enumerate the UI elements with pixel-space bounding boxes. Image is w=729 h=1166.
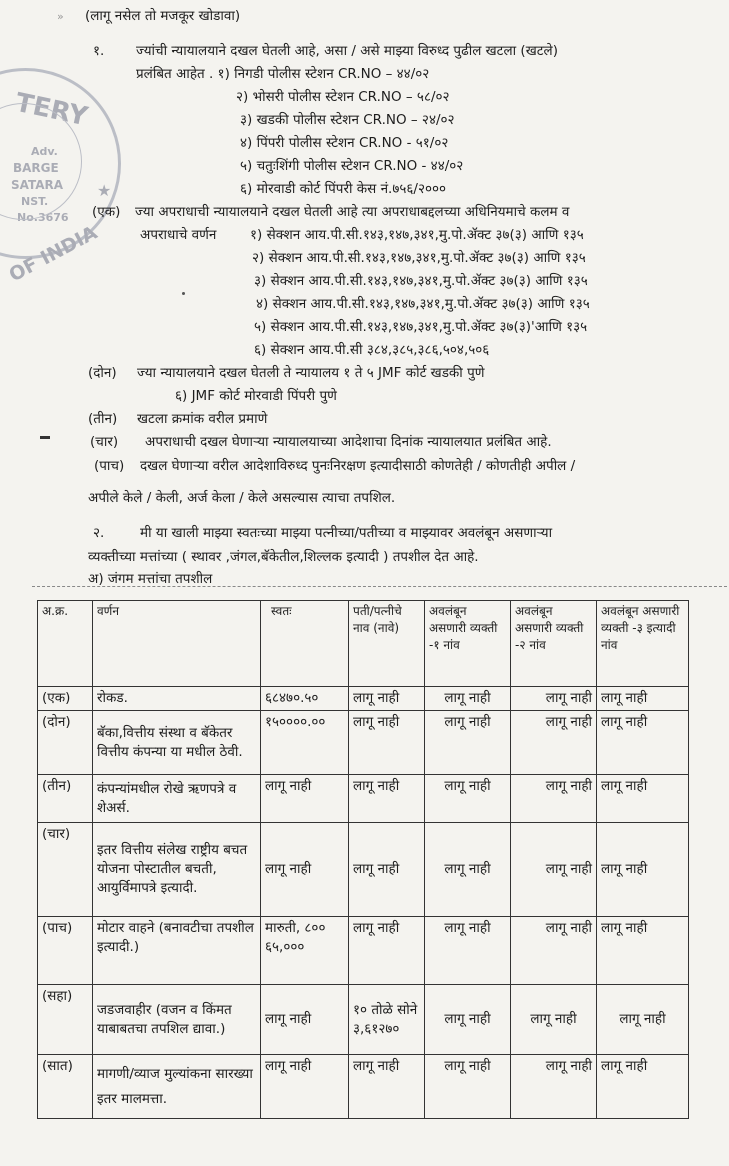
ipc-section-item: २) सेक्शन आय.पी.सी.१४३,१४७,३४१,मु.पो.ॲक्ट ३७(३) आणि १३५ [252,250,586,266]
item-ek-line-2: अपराधाचे वर्णन [140,227,217,243]
cell-self: लागू नाही [261,1055,349,1119]
cell-dependent-3: लागू नाही [597,775,689,823]
cell-self: मारुती, ८०० ६५,००० [261,917,349,985]
ink-dot [182,292,185,295]
stamp-text-6: No.3676 [17,211,69,224]
item-char-label: (चार) [90,434,119,450]
column-header: वर्णन [93,601,261,687]
section-2-line-1: मी या खाली माझ्या स्वतःच्या माझ्या पत्नीच्या/पतीच्या व माझ्यावर अवलंबून असणाऱ्या [140,525,553,541]
margin-dash-mark [40,436,50,439]
cell-dependent-2: लागू नाही [511,711,597,775]
cell-dependent-2: लागू नाही [511,917,597,985]
item-teen-label: (तीन) [88,411,118,427]
item-ek-line-1: ज्या अपराधाची न्यायालयाने दखल घेतली आहे त्या अपराधाबद्दलच्या अधिनियमाचे कलम व [135,204,570,220]
cell-self: १५००००.०० [261,711,349,775]
cell-dependent-1: लागू नाही [425,711,511,775]
table-row [38,711,689,775]
cell-spouse: लागू नाही [349,1055,425,1119]
case-item: ४) पिंपरी पोलीस स्टेशन CR.NO - ५१/०२ [240,135,449,151]
section-1-line-1: ज्यांची न्यायालयाने दखल घेतली आहे, असा / असे माझ्या विरुध्द पुढील खटला (खटले) [136,43,558,59]
table-row [38,1055,689,1119]
item-ek-label: (एक) [92,204,121,220]
table-row [38,687,689,711]
cell-dependent-3: लागू नाही [597,985,689,1055]
row-description: मोटार वाहने (बनावटीचा तपशील इत्यादी.) [93,917,261,985]
cell-self: लागू नाही [261,823,349,917]
item-don-label: (दोन) [88,365,117,381]
cell-dependent-3: लागू नाही [597,687,689,711]
cell-dependent-1: लागू नाही [425,1055,511,1119]
section-2-line-3: अ) जंगम मत्तांचा तपशील [88,571,213,587]
row-number: (सात) [38,1055,93,1119]
section-1-line-2: प्रलंबित आहेत . १) निगडी पोलीस स्टेशन CR.NO – ४४/०२ [136,66,430,82]
case-item: ५) चतुःशिंगी पोलीस स्टेशन CR.NO - ४४/०२ [240,158,464,174]
cell-dependent-3: लागू नाही [597,917,689,985]
cell-spouse: लागू नाही [349,823,425,917]
stamp-text-1: TERY [12,87,91,133]
cell-dependent-1: लागू नाही [425,823,511,917]
cell-spouse: १० तोळे सोने ३,६१२७० [349,985,425,1055]
row-number: (तीन) [38,775,93,823]
cell-self: लागू नाही [261,985,349,1055]
cell-dependent-3: लागू नाही [597,1055,689,1119]
table-row [38,985,689,1055]
cell-dependent-2: लागू नाही [511,985,597,1055]
top-note: (लागू नसेल तो मजकूर खोडावा) [85,8,241,24]
column-header: अवलंबून असणारी व्यक्ती -३ इत्यादी नांव [597,601,689,687]
row-description: बॅका,वित्तीय संस्था व बॅकेतर वित्तीय कंपन्या या मधील ठेवी. [93,711,261,775]
row-number: (दोन) [38,711,93,775]
cell-spouse: लागू नाही [349,711,425,775]
stamp-text-4: SATARA [11,178,64,192]
case-item: ३) खडकी पोलीस स्टेशन CR.NO – २४/०२ [240,112,455,128]
item-don-line-1: ज्या न्यायालयाने दखल घेतली ते न्यायालय १ ते ५ JMF कोर्ट खडकी पुणे [137,365,485,381]
section-2-line-2: व्यक्तीच्या मत्तांच्या ( स्थावर ,जंगल,बॅकेतील,शिल्लक इत्यादी ) तपशील देत आहे. [88,549,479,565]
cell-dependent-1: लागू नाही [425,775,511,823]
table-row [38,917,689,985]
cell-self: ६८४७०.५० [261,687,349,711]
row-number: (पाच) [38,917,93,985]
dashed-separator [32,586,729,587]
ipc-section-item: ३) सेक्शन आय.पी.सी.१४३,१४७,३४१,मु.पो.ॲक्ट ३७(३) आणि १३५ [254,273,588,289]
stamp-text-5: NST. [21,195,49,208]
stamp-text-7: OF INDIA [5,221,101,287]
margin-arrow-icon: » [57,10,64,23]
table-header-row [38,601,689,687]
appeal-line: अपीले केले / केली, अर्ज केला / केले असल्यास त्याचा तपशिल. [88,490,396,506]
cell-spouse: लागू नाही [349,775,425,823]
item-char-text: अपराधाची दखल घेणाऱ्या न्यायालयाच्या आदेशाचा दिनांक न्यायालयात प्रलंबित आहे. [145,434,552,450]
ipc-section-item: ५) सेक्शन आय.पी.सी.१४३,१४७,३४१,मु.पो.ॲक्ट ३७(३)'आणि १३५ [254,319,588,335]
cell-spouse: लागू नाही [349,917,425,985]
section-2-number: २. [93,525,105,541]
row-number: (सहा) [38,985,93,1055]
ipc-section-item: ४) सेक्शन आय.पी.सी.१४३,१४७,३४१,मु.पो.ॲक्ट ३७(३) आणि १३५ [256,296,590,312]
row-description: जडजवाहीर (वजन व किंमत याबाबतचा तपशिल द्यावा.) [93,985,261,1055]
row-description: कंपन्यांमधील रोखे ऋणपत्रे व शेअर्स. [93,775,261,823]
column-header: स्वतः [261,601,349,687]
table-row [38,823,689,917]
notary-stamp [0,68,121,287]
row-description: रोकड. [93,687,261,711]
stamp-text-2: Adv. [31,145,58,158]
cell-dependent-3: लागू नाही [597,711,689,775]
row-description: इतर वित्तीय संलेख राष्ट्रीय बचत योजना पोस्टातील बचती, आयुर्विमापत्रे इत्यादी. [93,823,261,917]
row-description: मागणी/व्याज मुल्यांकना सारख्या इतर मालमत्ता. [93,1055,261,1119]
column-header: अवलंबून असणारी व्यक्ती -२ नांव [511,601,597,687]
cell-dependent-1: लागू नाही [425,917,511,985]
row-number: (चार) [38,823,93,917]
stamp-text-3: BARGE [13,161,59,175]
cell-dependent-2: लागू नाही [511,823,597,917]
cell-dependent-2: लागू नाही [511,1055,597,1119]
column-header: अ.क्र. [38,601,93,687]
cell-dependent-2: लागू नाही [511,687,597,711]
row-number: (एक) [38,687,93,711]
item-pach-label: (पाच) [94,458,125,474]
item-don-line-2: ६) JMF कोर्ट मोरवाडी पिंपरी पुणे [175,388,337,404]
cell-dependent-1: लागू नाही [425,985,511,1055]
ipc-section-item: ६) सेक्शन आय.पी.सी ३८४,३८५,३८६,५०४,५०६ [254,342,490,358]
cell-spouse: लागू नाही [349,687,425,711]
cell-dependent-3: लागू नाही [597,823,689,917]
cell-dependent-1: लागू नाही [425,687,511,711]
item-teen-text: खटला क्रमांक वरील प्रमाणे [137,411,268,427]
stamp-star-icon: ★ [97,181,112,200]
cell-self: लागू नाही [261,775,349,823]
case-item: ६) मोरवाडी कोर्ट पिंपरी केस नं.७५६/२००० [240,181,447,197]
column-header: अवलंबून असणारी व्यक्ती -१ नांव [425,601,511,687]
cell-dependent-2: लागू नाही [511,775,597,823]
case-item: २) भोसरी पोलीस स्टेशन CR.NO – ५८/०२ [236,89,450,105]
table-row [38,775,689,823]
column-header: पती/पत्नीचे नाव (नावे) [349,601,425,687]
section-1-number: १. [93,43,105,59]
movable-assets-table [37,600,689,1119]
ipc-section-item: १) सेक्शन आय.पी.सी.१४३,१४७,३४१,मु.पो.ॲक्ट ३७(३) आणि १३५ [250,227,584,243]
item-pach-text: दखल घेणाऱ्या वरील आदेशाविरुध्द पुनःनिरक्षण इत्यादीसाठी कोणतेही / कोणतीही अपील / [140,458,576,474]
